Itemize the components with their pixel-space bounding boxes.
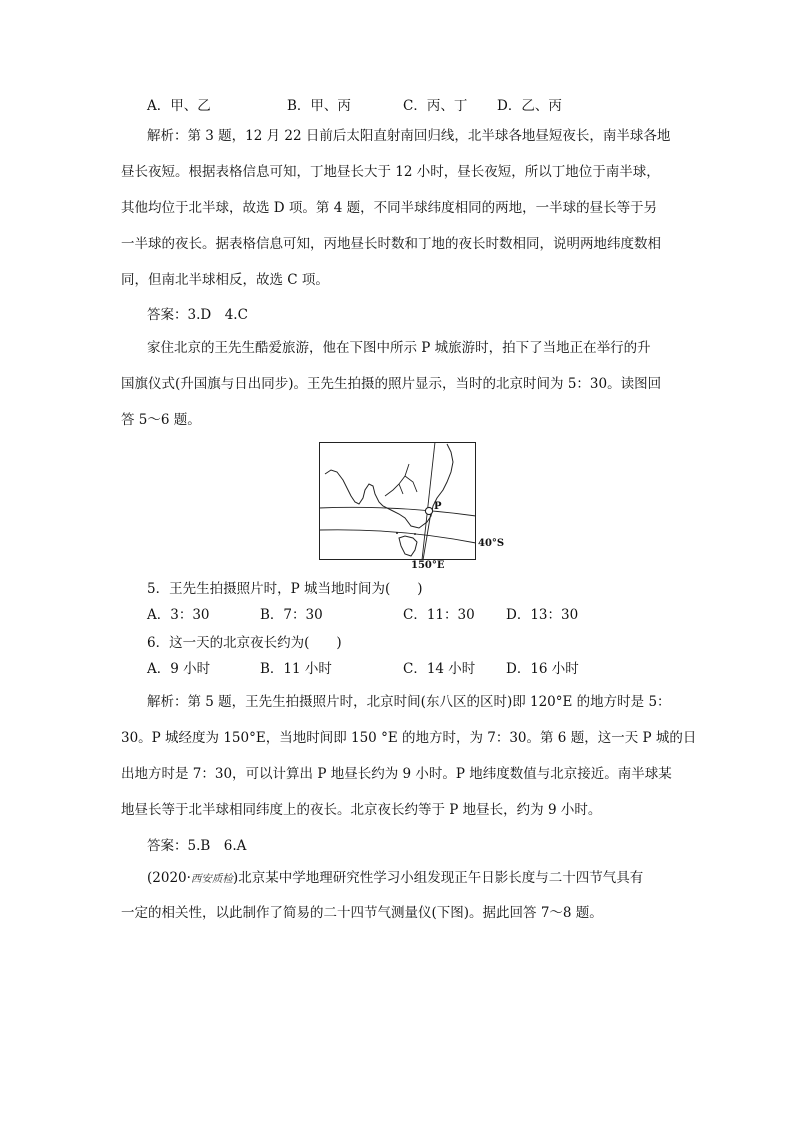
option-a: A．甲、乙 bbox=[147, 98, 211, 114]
option-b: B．甲、丙 bbox=[287, 98, 351, 114]
q5-option-d: D．13：30 bbox=[506, 607, 579, 623]
answer-2: 答案：5.B 6.A bbox=[147, 838, 247, 854]
river bbox=[385, 464, 417, 496]
intro-3-open: (2020· bbox=[147, 870, 191, 886]
map-label-150e: 150°E bbox=[411, 560, 445, 571]
analysis-2-line-2: 30。P 城经度为 150°E，当地时间即 150 °E 的地方时，为 7：30。第 6 题，这一天 P 城的日 bbox=[121, 730, 697, 746]
island bbox=[399, 536, 417, 556]
intro-2-line-2: 国旗仪式(升国旗与日出同步)。王先生拍摄的照片显示，当时的北京时间为 5：30。读图回 bbox=[121, 376, 662, 392]
islet-dot bbox=[414, 533, 416, 535]
q5-option-b: B．7：30 bbox=[260, 607, 323, 623]
analysis-1-line-3: 其他均位于北半球，故选 D 项。第 4 题，不同半球纬度相同的两地，一半球的昼长等于另 bbox=[121, 200, 658, 216]
analysis-2-line-3: 出地方时是 7：30，可以计算出 P 地昼长约为 9 小时。P 地纬度数值与北京接近。南半球某 bbox=[121, 766, 672, 782]
q6-option-c: C．14 小时 bbox=[403, 661, 476, 677]
q6-stem: 6．这一天的北京夜长约为( ) bbox=[147, 635, 342, 651]
analysis-2-line-1: 解析：第 5 题，王先生拍摄照片时，北京时间(东八区的区时)即 120°E 的地方时是 5： bbox=[147, 694, 671, 710]
analysis-1-line-2: 昼长夜短。根据表格信息可知，丁地昼长大于 12 小时，昼长夜短，所以丁地位于南半球， bbox=[121, 164, 660, 180]
analysis-2-line-4: 地昼长等于北半球相同纬度上的夜长。北京夜长约等于 P 地昼长，约为 9 小时。 bbox=[121, 802, 602, 818]
latitude-line-40s bbox=[319, 530, 476, 543]
answer-1: 答案：3.D 4.C bbox=[147, 307, 248, 323]
q5-option-a: A．3：30 bbox=[147, 607, 210, 623]
map-figure bbox=[319, 442, 476, 560]
analysis-1-line-4: 一半球的夜长。据表格信息可知，丙地昼长时数和丁地的夜长时数相同，说明两地纬度数相 bbox=[121, 236, 661, 252]
intro-3-line-2: 一定的相关性，以此制作了简易的二十四节气测量仪(下图)。据此回答 7～8 题。 bbox=[121, 905, 603, 921]
intro-2-line-1: 家住北京的王先生酷爱旅游，他在下图中所示 P 城旅游时，拍下了当地正在举行的升 bbox=[147, 340, 651, 356]
intro-3-rest: )北京某中学地理研究性学习小组发现正午日影长度与二十四节气具有 bbox=[232, 870, 644, 886]
intro-3-line-1 bbox=[147, 868, 643, 889]
islet-dot bbox=[396, 532, 398, 534]
option-c: C．丙、丁 bbox=[403, 98, 468, 114]
latitude-line-upper bbox=[319, 507, 476, 516]
q6-option-b: B．11 小时 bbox=[260, 661, 332, 677]
option-d: D．乙、丙 bbox=[497, 98, 562, 114]
map-label-p: P bbox=[434, 501, 442, 512]
q6-option-d: D．16 小时 bbox=[506, 661, 579, 677]
analysis-1-line-5: 同，但南北半球相反，故选 C 项。 bbox=[121, 272, 329, 288]
q5-stem: 5．王先生拍摄照片时，P 城当地时间为( ) bbox=[147, 581, 423, 597]
intro-2-line-3: 答 5～6 题。 bbox=[121, 412, 201, 428]
q6-option-a: A．9 小时 bbox=[147, 661, 211, 677]
map-label-40s: 40°S bbox=[478, 538, 505, 549]
point-p-marker bbox=[425, 507, 432, 514]
q5-option-c: C．11：30 bbox=[403, 607, 475, 623]
analysis-1-line-1: 解析：第 3 题，12 月 22 日前后太阳直射南回归线，北半球各地昼短夜长，南半球各地 bbox=[147, 128, 671, 144]
intro-3-source: 西安质检 bbox=[190, 873, 233, 885]
